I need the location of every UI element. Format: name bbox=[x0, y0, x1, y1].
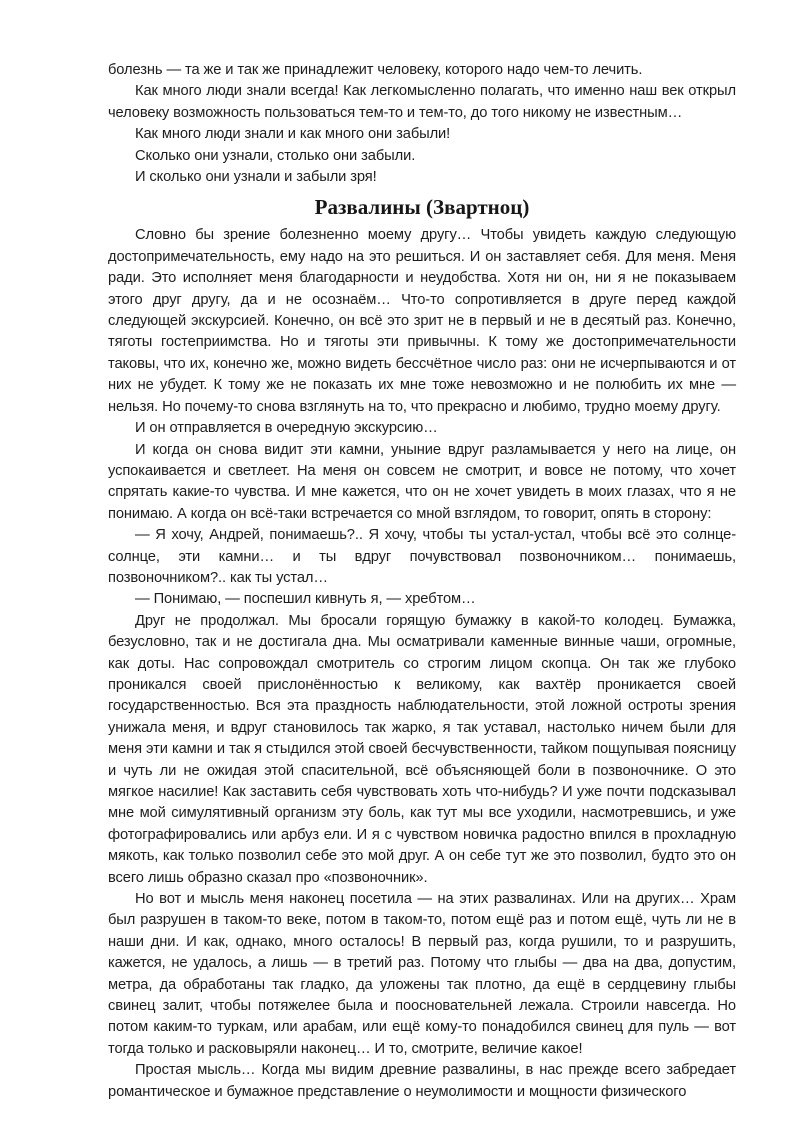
paragraph: Как много люди знали всегда! Как легкомысленно полагать, что именно наш век открыл человеку возможность пользоваться тем-то и тем-то, до того никому не известным… bbox=[108, 83, 736, 121]
paragraph: — Понимаю, — поспешил кивнуть я, — хребтом… bbox=[135, 591, 476, 608]
paragraph: Но вот и мысль меня наконец посетила — на этих развалинах. Или на других… Храм был разрушен в таком-то веке, потом в таком-то, потом ещё раз и потом ещё, чуть ли не в наши дни. И как, однако, много осталось! В первый раз, когда рушили, то и разрушить, кажется, не удалось, а лишь — в третий раз. Потому что глыбы — два на два, допустим, метра, да обработаны так гладко, да уложены так плотно, да ещё в сердцевину глыбы свинец залит, чтобы потяжелее была и поосновательней лежала. Строили навсегда. Но потом каким-то туркам, или арабам, или ещё кому-то понадобился свинец для пуль — вот тогда только и расковыряли наконец… И то, смотрите, величие какое! bbox=[108, 891, 736, 1057]
section-heading: Развалины (Звартноц) bbox=[314, 195, 530, 220]
paragraph: Сколько они узнали, столько они забыли. bbox=[135, 147, 416, 164]
paragraph: И когда он снова видит эти камни, уныние вдруг разламывается у него на лице, он успокаивается и светлеет. На меня он совсем не смотрит, и вовсе не потому, что хочет спрятать какие-то чувства. И мне кажется, что он не хочет увидеть в моих глазах, что я не понимаю. А когда он всё-таки встречается со мной взглядом, то говорит, опять в сторону: bbox=[108, 441, 736, 522]
paragraph: Простая мысль… Когда мы видим древние развалины, в нас прежде всего забредает романтическое и бумажное представление о неумолимости и мощности физического bbox=[108, 1062, 736, 1100]
paragraph: Как много люди знали и как много они забыли! bbox=[135, 126, 451, 143]
paragraph: — Я хочу, Андрей, понимаешь?.. Я хочу, чтобы ты устал-устал, чтобы всё это солнце-солнце, эти камни… и ты вдруг почувствовал позвоночником… понимаешь, позвоночником?.. как ты устал… bbox=[108, 527, 736, 586]
paragraph: болезнь — та же и так же принадлежит человеку, которого надо чем-то лечить. bbox=[108, 62, 643, 78]
paragraph: И сколько они узнали и забыли зря! bbox=[135, 169, 377, 186]
paragraph: Друг не продолжал. Мы бросали горящую бумажку в какой-то колодец. Бумажка, безусловно, так и не достигала дна. Мы осматривали каменные винные чаши, огромные, как доты. Нас сопровождал смотритель со строгим лицом скопца. Он так же глубоко проникался своей прислонённостью к великому, как вахтёр проникается своей государственностью. Вся эта праздность наблюдательности, этой ложной остроты зрения унижала меня, и вдруг становилось так жарко, я так уставал, настолько ничем были для меня эти камни и так я стыдился этой своей бесчувственности, тайком пощупывая поясницу и чуть ли не ожидая этой спасительной, всё объясняющей боли в позвоночнике. О это мягкое насилие! Как заставить себя чувствовать хоть что-нибудь? И уже почти подсказывал мне мой симулятивный организм эту боль, как тут мы все уходили, насмотревшись, и уже фотографировались или арбуз ели. И я с чувством новичка радостно впился в прохладную мякоть, как только позволил себе это мой друг. А он себе тут же это позволил, будто это он всего лишь образно сказал про «позвоночник». bbox=[108, 612, 736, 886]
paragraph: И он отправляется в очередную экскурсию… bbox=[135, 420, 438, 437]
paragraph: Словно бы зрение болезненно моему другу… Чтобы увидеть каждую следующую достопримечательность, ему надо на это решиться. И он заставляет себя. Для меня. Меня ради. Это исполняет меня благодарности и неудобства. Хотя ни он, ни я не показываем этого друг другу, да и не осознаём… Что-то сопротивляется в друге перед каждой следующей экскурсией. Конечно, он всё это зрит не в первый и не в десятый раз. Конечно, тяготы гостеприимства. Но и тяготы эти привычны. К тому же достопримечательности таковы, что их, конечно же, можно видеть бессчётное число раз: они не исчерпываются и от них не убудет. К тому же не показать их мне тоже невозможно и не полюбить их мне — нельзя. Но почему-то снова взглянуть на то, что прекрасно и любимо, трудно моему другу. bbox=[108, 227, 736, 415]
